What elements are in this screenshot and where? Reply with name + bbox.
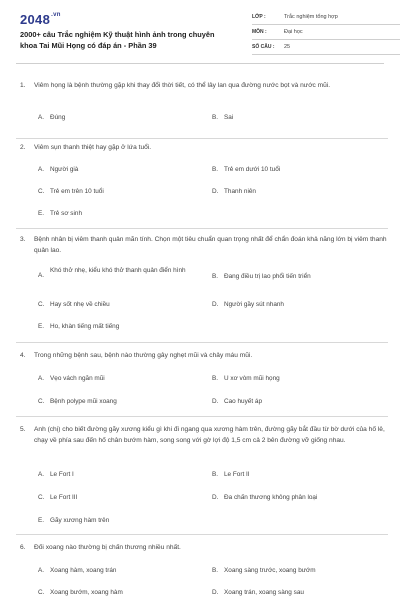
question-divider bbox=[16, 342, 388, 343]
meta-class-row bbox=[252, 10, 400, 25]
question-number: 1. bbox=[20, 82, 26, 89]
question-number: 5. bbox=[20, 426, 26, 433]
option-b[interactable]: B. Xoang sàng trước, xoang bướm bbox=[212, 567, 316, 574]
option-e[interactable]: E. Trẻ sơ sinh bbox=[38, 210, 83, 217]
question-number: 4. bbox=[20, 352, 26, 359]
meta-subject-label: MÔN : bbox=[252, 29, 267, 35]
question-number: 3. bbox=[20, 236, 26, 243]
option-a[interactable]: A. Le Fort I bbox=[38, 471, 74, 478]
option-d[interactable]: D. Đa chấn thương không phân loại bbox=[212, 494, 318, 501]
option-e[interactable]: E. Gãy xương hàm trên bbox=[38, 517, 110, 524]
option-b[interactable]: B. Đang điều trị lao phổi tiến triển bbox=[212, 273, 311, 280]
question-text: 6. Đối xoang nào thường bị chấn thương nhiều nhất. bbox=[20, 544, 181, 551]
option-d[interactable]: D. Cao huyết áp bbox=[212, 398, 263, 405]
option-d[interactable]: D. Người gầy sút nhanh bbox=[212, 301, 284, 308]
option-a[interactable]: A. Khó thở nhẹ, kiểu khó thở thanh quản điển hình bbox=[38, 267, 186, 279]
meta-count-value: 25 bbox=[284, 44, 291, 50]
option-b[interactable]: B. U xơ vòm mũi họng bbox=[212, 375, 280, 382]
question-1 bbox=[16, 80, 388, 121]
document-meta bbox=[252, 10, 400, 55]
meta-count-label: SỐ CÂU : bbox=[252, 44, 275, 50]
site-logo[interactable]: $2048^{.vn}$ bbox=[20, 12, 61, 27]
question-3 bbox=[16, 234, 388, 330]
question-divider bbox=[16, 138, 388, 139]
option-b[interactable]: B. Sai bbox=[212, 114, 234, 121]
option-d[interactable]: D. Thanh niên bbox=[212, 188, 256, 195]
page-title: 2000+ câu Trắc nghiệm Kỹ thuật hình ảnh trong chuyên khoa Tai Mũi Họng có đáp án - Phần 39 bbox=[20, 30, 215, 50]
question-text: 2. Viêm sụn thanh thiệt hay gặp ở lứa tuổi. bbox=[20, 144, 152, 151]
question-6 bbox=[16, 542, 388, 596]
option-c[interactable]: C. Trẻ em trên 10 tuổi bbox=[38, 188, 104, 195]
question-text: 3. Bệnh nhân bị viêm thanh quản mãn tính. Chọn một tiêu chuẩn quan trọng nhất để chẩn đoán khả năng lớn bị viêm thanh quản lao. bbox=[20, 236, 387, 254]
option-e[interactable]: E. Ho, khàn tiếng mất tiếng bbox=[38, 323, 120, 330]
question-number: 6. bbox=[20, 544, 26, 551]
option-a[interactable]: A. Người già bbox=[38, 166, 79, 173]
question-4 bbox=[16, 350, 388, 405]
meta-subject-row bbox=[252, 25, 400, 40]
meta-subject-value: Đại học bbox=[284, 29, 303, 35]
option-b[interactable]: B. Trẻ em dưới 10 tuổi bbox=[212, 166, 281, 173]
meta-class-label: LỚP : bbox=[252, 14, 266, 20]
question-divider bbox=[16, 228, 388, 229]
question-divider bbox=[16, 534, 388, 535]
option-a[interactable]: A. Đúng bbox=[38, 114, 66, 121]
option-b[interactable]: B. Le Fort II bbox=[212, 471, 250, 478]
document-header bbox=[16, 0, 384, 64]
question-text: 1. Viêm họng là bệnh thường gặp khi thay đổi thời tiết, có thể lây lan qua đường nước bọt và nước mũi. bbox=[20, 82, 331, 89]
option-a[interactable]: A. Xoang hàm, xoang trán bbox=[38, 567, 117, 574]
question-text: 4. Trong những bệnh sau, bệnh nào thường gây nghẹt mũi và chảy máu mũi. bbox=[20, 352, 253, 359]
option-a[interactable]: A. Vẹo vách ngăn mũi bbox=[38, 375, 105, 382]
question-number: 2. bbox=[20, 144, 26, 151]
question-2 bbox=[16, 142, 388, 217]
meta-count-row bbox=[252, 40, 400, 55]
meta-class-value: Trắc nghiệm tổng hợp bbox=[284, 14, 338, 20]
option-c[interactable]: C. Hay sốt nhẹ về chiều bbox=[38, 301, 110, 308]
question-divider bbox=[16, 416, 388, 417]
option-c[interactable]: C. Le Fort III bbox=[38, 494, 78, 501]
question-text: 5. Anh (chị) cho biết đường gãy xương kiểu gì khi đi ngang qua xương hàm trên, đường gãy bắt đầu từ bờ dưới của hố lê, chạy về phía sau đến hố chân bướm hàm, song song với gờ lợi độ 1,5 cm cả 2 bên đường vỡ giống nhau. bbox=[20, 426, 385, 444]
option-c[interactable]: C. Bệnh polype mũi xoang bbox=[38, 398, 117, 405]
option-d[interactable]: D. Xoang trán, xoang sàng sau bbox=[212, 589, 304, 596]
question-5 bbox=[16, 424, 388, 524]
option-c[interactable]: C. Xoang bướm, xoang hàm bbox=[38, 589, 123, 596]
